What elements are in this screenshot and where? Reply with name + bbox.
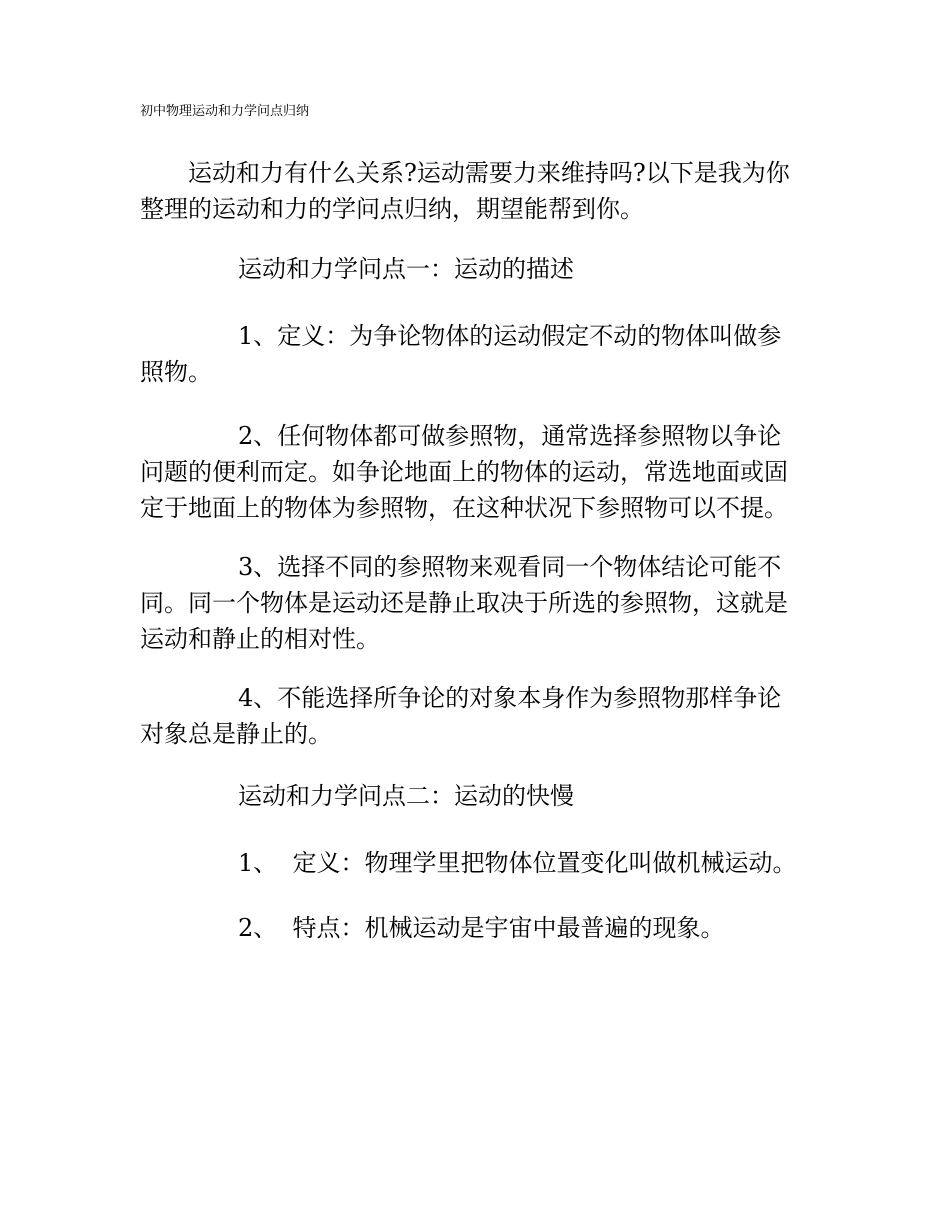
text-line: 定于地面上的物体为参照物，在这种状况下参照物可以不提。 <box>140 494 788 522</box>
text-line: 问题的便利而定。如争论地面上的物体的运动，常选地面或固 <box>140 458 788 486</box>
section-heading-1 <box>140 251 810 287</box>
text-line: 1、 定义：物理学里把物体位置变化叫做机械运动。 <box>238 849 797 877</box>
text-line: 运动和静止的相对性。 <box>140 625 380 653</box>
text-line: 对象总是静止的。 <box>140 720 332 748</box>
section1-item-3 <box>140 549 810 657</box>
text-line: 同。同一个物体是运动还是静止取决于所选的参照物，这就是 <box>140 589 788 617</box>
section-heading-text: 运动和力学问点一：运动的描述 <box>238 255 574 283</box>
text-line: 4、不能选择所争论的对象本身作为参照物那样争论 <box>238 684 782 712</box>
text-line: 运动和力有什么关系?运动需要力来维持吗?以下是我为你 <box>188 159 790 187</box>
section2-item-2 <box>140 910 810 946</box>
text-line: 3、选择不同的参照物来观看同一个物体结论可能不 <box>238 553 782 581</box>
document-header: 初中物理运动和力学问点归纳 <box>140 104 310 119</box>
text-line: 2、 特点：机械运动是宇宙中最普遍的现象。 <box>238 914 725 942</box>
section1-item-2 <box>140 418 810 526</box>
section1-item-4 <box>140 680 810 752</box>
section1-item-1 <box>140 318 810 390</box>
intro-paragraph <box>140 155 810 227</box>
section-heading-text: 运动和力学问点二：运动的快慢 <box>238 782 574 810</box>
text-line: 2、任何物体都可做参照物，通常选择参照物以争论 <box>238 422 782 450</box>
text-line: 整理的运动和力的学问点归纳，期望能帮到你。 <box>140 195 644 223</box>
text-line: 1、定义：为争论物体的运动假定不动的物体叫做参 <box>238 322 782 350</box>
text-line: 照物。 <box>140 358 212 386</box>
section2-item-1 <box>140 845 810 881</box>
section-heading-2 <box>140 778 810 814</box>
